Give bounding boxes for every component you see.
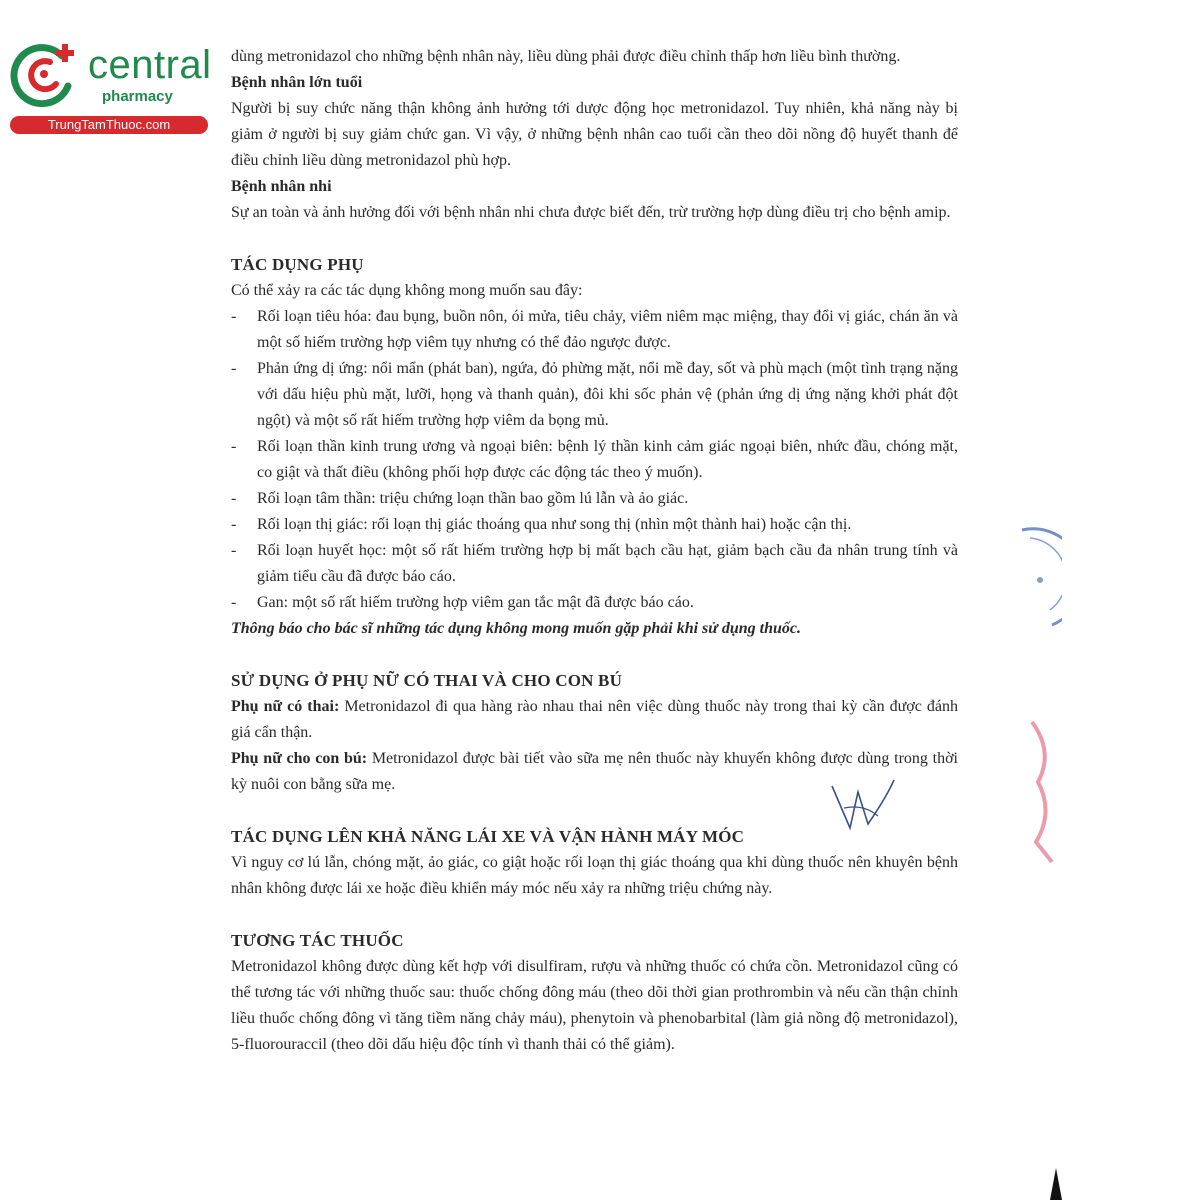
red-stamp-mark xyxy=(1024,712,1064,872)
side-effects-list xyxy=(231,304,958,616)
elderly-text: Người bị suy chức năng thận không ảnh hưởng tới dược động học metronidazol. Tuy nhiên, khả năng này bị giảm ở người bị suy giảm chức gan. Vì vậy, ở những bệnh nhân cao tuổi cần theo dõi nồng độ huyết thanh để điều chỉnh liều dùng metronidazol phù hợp. xyxy=(231,100,958,169)
nursing-label: Phụ nữ cho con bú: xyxy=(231,750,368,767)
elderly-heading: Bệnh nhân lớn tuổi xyxy=(231,74,363,91)
intro-paragraph: dùng metronidazol cho những bệnh nhân này, liều dùng phải được điều chỉnh thấp hơn liều bình thường. xyxy=(231,48,901,65)
driving-heading: TÁC DỤNG LÊN KHẢ NĂNG LÁI XE VÀ VẬN HÀNH MÁY MÓC xyxy=(231,827,745,846)
pediatric-heading: Bệnh nhân nhi xyxy=(231,178,332,195)
central-pharmacy-logo[interactable] xyxy=(10,38,220,138)
side-effects-notice: Thông báo cho bác sĩ những tác dụng không mong muốn gặp phải khi sử dụng thuốc. xyxy=(231,620,801,637)
list-item: - Rối loạn thị giác: rối loạn thị giác thoáng qua như song thị (nhìn một thành hai) hoặc cận thị. xyxy=(231,512,958,538)
corner-mark xyxy=(1046,1168,1066,1200)
site-url-badge[interactable]: TrungTamThuoc.com xyxy=(10,116,208,134)
pregnancy-heading: SỬ DỤNG Ở PHỤ NỮ CÓ THAI VÀ CHO CON BÚ xyxy=(231,671,623,690)
nursing-text: Metronidazol được bài tiết vào sữa mẹ nên thuốc này khuyến không được dùng trong thời kỳ nuôi con bằng sữa mẹ. xyxy=(231,750,958,793)
interactions-heading: TƯƠNG TÁC THUỐC xyxy=(231,931,404,950)
pediatric-text: Sự an toàn và ảnh hưởng đối với bệnh nhân nhi chưa được biết đến, trừ trường hợp dùng điều trị cho bệnh amip. xyxy=(231,204,951,221)
driving-text: Vì nguy cơ lú lẫn, chóng mặt, ảo giác, co giật hoặc rối loạn thị giác thoáng qua khi dùng thuốc nên khuyên bệnh nhân không được lái xe hoặc điều khiển máy móc nếu xảy ra những triệu chứng này. xyxy=(231,854,958,897)
interactions-text: Metronidazol không được dùng kết hợp với disulfiram, rượu và những thuốc có chứa cồn. Metronidazol cũng có thể tương tác với những thuốc sau: thuốc chống đông máu (theo dõi thời gian prothrombin và nếu cần thận chỉnh liều thuốc chống đông vì tăng tiềm năng chảy máu), phenytoin và phenobarbital (làm giả nồng độ metronidazol), 5-fluorouraccil (theo dõi dấu hiệu độc tính vì thanh thải có thể giảm). xyxy=(231,958,958,1053)
pharmacy-cross-icon xyxy=(10,38,80,108)
brand-name: central xyxy=(88,43,212,87)
blue-stamp-mark xyxy=(1012,520,1062,630)
pregnant-label: Phụ nữ có thai: xyxy=(231,698,340,715)
list-item: - Gan: một số rất hiếm trường hợp viêm gan tắc mật đã được báo cáo. xyxy=(231,590,958,616)
signature-mark xyxy=(828,778,898,834)
list-item: - Rối loạn tiêu hóa: đau bụng, buồn nôn, ói mửa, tiêu chảy, viêm niêm mạc miệng, thay đổi vị giác, chán ăn và một số hiếm trường hợp viêm tụy nhưng có thể đảo ngược được. xyxy=(231,304,958,356)
list-item: - Rối loạn huyết học: một số rất hiếm trường hợp bị mất bạch cầu hạt, giảm bạch cầu đa nhân trung tính và giảm tiểu cầu đã được báo cáo. xyxy=(231,538,958,590)
document-body xyxy=(231,44,958,1058)
list-item: - Rối loạn tâm thần: triệu chứng loạn thần bao gồm lú lẫn và ảo giác. xyxy=(231,486,958,512)
side-effects-intro: Có thể xảy ra các tác dụng không mong muốn sau đây: xyxy=(231,282,583,299)
list-item: - Rối loạn thần kinh trung ương và ngoại biên: bệnh lý thần kinh cảm giác ngoại biên, nhức đầu, chóng mặt, co giật và thất điều (không phối hợp được các động tác theo ý muốn). xyxy=(231,434,958,486)
pregnant-paragraph xyxy=(231,694,958,746)
pregnant-text: Metronidazol đi qua hàng rào nhau thai nên việc dùng thuốc này trong thai kỳ cần được đánh giá cẩn thận. xyxy=(231,698,958,741)
brand-subtitle: pharmacy xyxy=(102,88,173,105)
list-item: - Phản ứng dị ứng: nổi mẩn (phát ban), ngứa, đỏ phừng mặt, nổi mề đay, sốt và phù mạch (một tình trạng nặng với dấu hiệu phù mặt, lưỡi, họng và thanh quản), đôi khi sốc phản vệ (phản ứng dị ứng nặng khởi phát đột ngột) và một số rất hiếm trường hợp viêm da bọng mủ. xyxy=(231,356,958,434)
side-effects-heading: TÁC DỤNG PHỤ xyxy=(231,255,364,274)
